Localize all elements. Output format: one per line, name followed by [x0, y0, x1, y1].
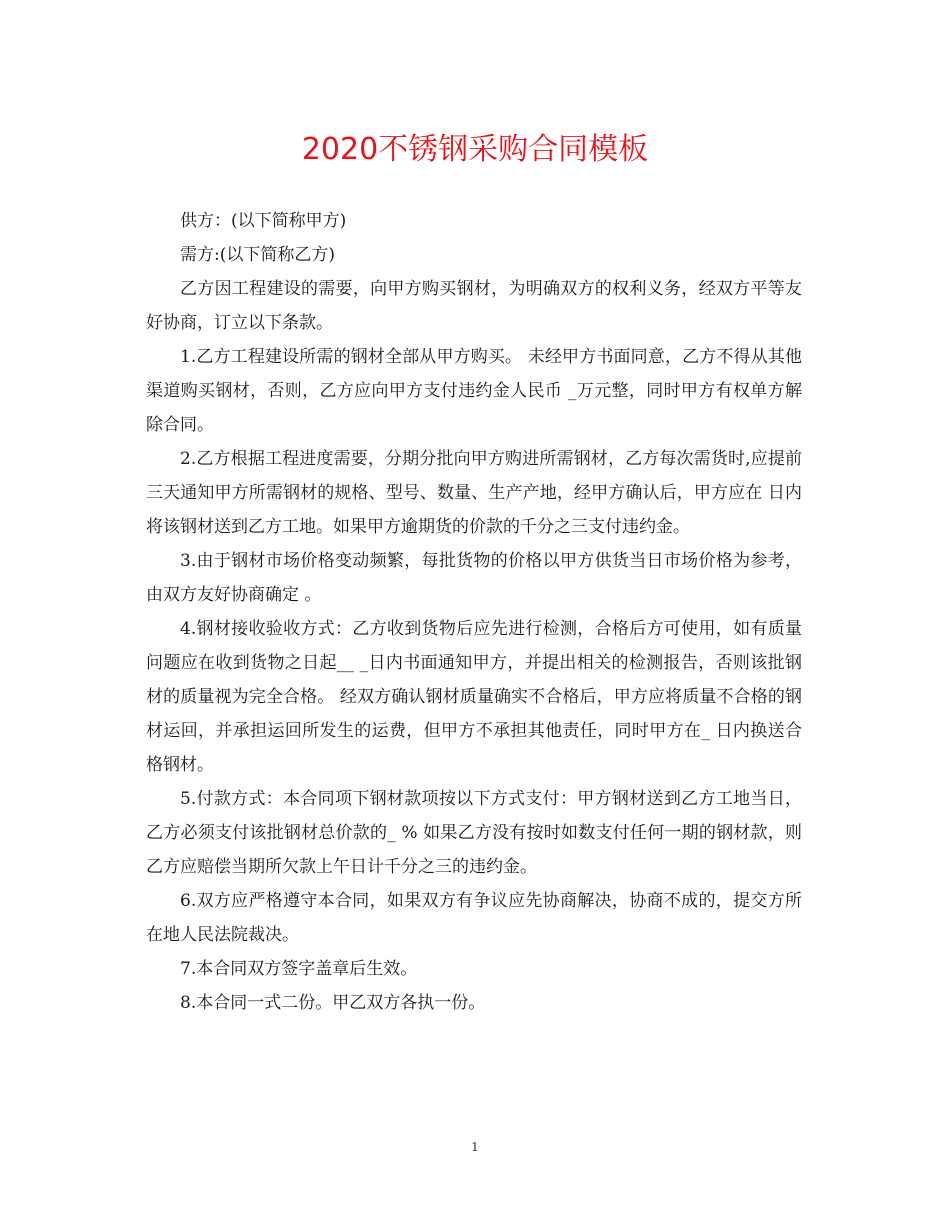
clause-7: 7.本合同双方签字盖章后生效。 [180, 959, 418, 979]
page-number: 1 [471, 1140, 479, 1154]
clause-5: 5.付款方式：本合同项下钢材款项按以下方式支付：甲方钢材送到乙方工地当日，乙方必须支付该批钢材总价款的_ % 如果乙方没有按时如数支付任何一期的钢材款，则乙方应赔偿当期所欠款上午日计千分之三的违约金。 [146, 789, 802, 877]
clause-6: 6.双方应严格遵守本合同，如果双方有争议应先协商解决，协商不成的，提交方所在地人民法院裁决。 [146, 891, 802, 945]
clause-1: 1.乙方工程建设所需的钢材全部从甲方购买。 未经甲方书面同意，乙方不得从其他渠道购买钢材，否则，乙方应向甲方支付违约金人民币 _万元整，同时甲方有权单方解除合同。 [146, 347, 802, 435]
contract-body [146, 204, 802, 1020]
buyer-line: 需方:(以下简称乙方) [180, 245, 335, 265]
clause-3: 3.由于钢材市场价格变动频繁，每批货物的价格以甲方供货当日市场价格为参考，由双方友好协商确定 。 [146, 551, 802, 605]
supplier-line: 供方：(以下简称甲方) [180, 211, 347, 231]
clause-4: 4.钢材接收验收方式：乙方收到货物后应先进行检测，合格后方可使用，如有质量问题应在收到货物之日起__ _日内书面通知甲方，并提出相关的检测报告，否则该批钢材的质量视为完全合格。 经双方确认钢材质量确实不合格后，甲方应将质量不合格的钢材运回，并承担运回所发生的运费，但甲方不承担其他责任，同时甲方在_ 日内换送合格钢材。 [146, 619, 802, 775]
preamble-paragraph: 乙方因工程建设的需要，向甲方购买钢材，为明确双方的权利义务，经双方平等友好协商，订立以下条款。 [146, 279, 802, 333]
document-title: 2020不锈钢采购合同模板 [301, 132, 649, 167]
clause-8: 8.本合同一式二份。甲乙双方各执一份。 [180, 993, 486, 1013]
clause-2: 2.乙方根据工程进度需要，分期分批向甲方购进所需钢材，乙方每次需货时,应提前三天通知甲方所需钢材的规格、型号、数量、生产产地，经甲方确认后，甲方应在 日内将该钢材送到乙方工地。如果甲方逾期货的价款的千分之三支付违约金。 [146, 449, 802, 537]
